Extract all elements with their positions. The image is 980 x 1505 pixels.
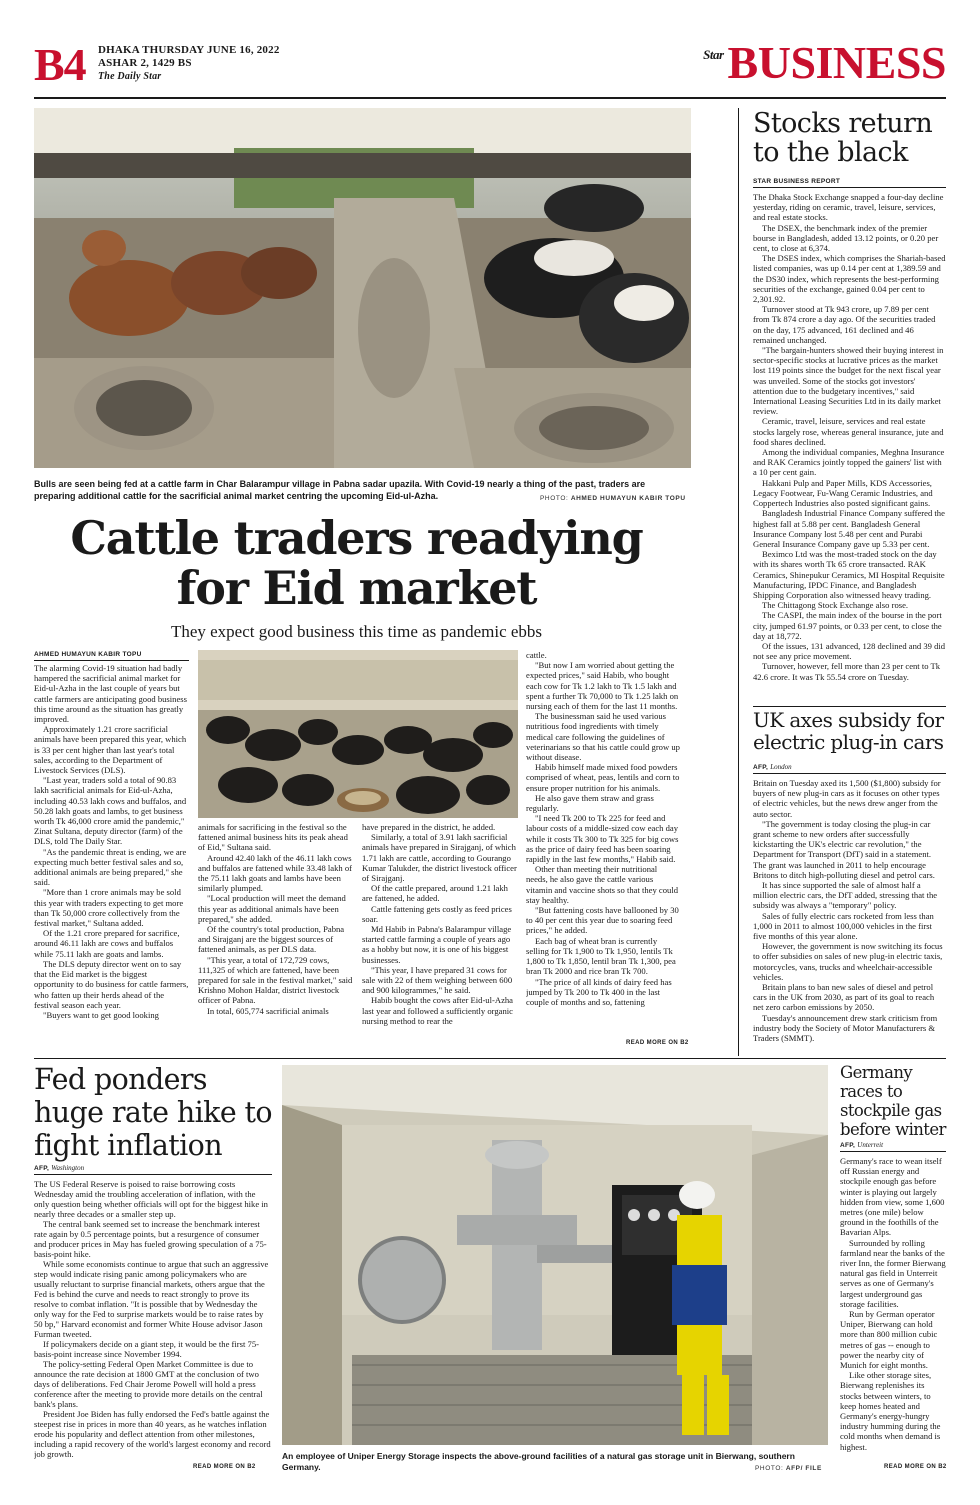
paragraph: Among the individual companies, Meghna Insurance and RAK Ceramics jointly topped the gainers' list with a 10 per cent gain. [753, 447, 945, 478]
paragraph: Like other storage sites, Bierwang replenishes its stocks between winters, to keep homes heated and Germany's energy-hungry industry humming during the cold months when demand is highest. [840, 1370, 941, 1452]
fed-headline: Fed ponders huge rate hike to fight inflation [34, 1063, 272, 1162]
germany-photo-caption: An employee of Uniper Energy Storage inspects the above-ground facilities of a natural gas storage unit in Bierwang, southern Germany. [282, 1451, 795, 1472]
germany-read-more-link[interactable]: READ MORE ON B2 [884, 1464, 947, 1470]
lead-column-2 [198, 822, 353, 1050]
paragraph: Run by German operator Uniper, Bierwang can hold more than 800 million cubic metres of gas -- enough to power the nearby city of Munich for eight months. [840, 1309, 938, 1371]
byline-rule [34, 660, 189, 661]
fed-byline-org: AFP, [34, 1165, 50, 1172]
paragraph: animals for sacrificing in the festival so the fattened animal business hits its peak ahead of Eid," Sultana said. [198, 822, 348, 853]
germany-byline-rule [840, 1151, 946, 1152]
paragraph: Of the country's total production, Pabna and Sirajganj are the biggest sources of fattened animals, as per DLS data. [198, 924, 345, 955]
paragraph: Turnover, however, fell more than 23 per cent to Tk 42.6 crore. It was Tk 55.54 crore on Tuesday. [753, 661, 941, 682]
paragraph: have prepared in the district, he added. [362, 822, 496, 832]
germany-credit-label: PHOTO: [755, 1465, 784, 1472]
fed-byline-rule [34, 1174, 272, 1175]
paragraph: Other than meeting their nutritional needs, he also gave the cattle various vitamin and vaccine shots so that they could stay healthy. [526, 864, 679, 905]
right-column-divider [738, 108, 739, 1056]
star-logo: Star [703, 47, 724, 62]
lead-column-3 [362, 822, 517, 1050]
paragraph: Ceramic, travel, leisure, services and real estate stocks largely rose, whereas general insurance, jute and food shares declined. [753, 416, 944, 447]
paragraph: Surrounded by rolling farmland near the banks of the river Inn, the former Bierwang natural gas field in Unterreit serves as one of Germany's largest underground gas storage facilities. [840, 1237, 946, 1309]
paragraph: Habib himself made mixed food powders comprised of wheat, peas, lentils and corn to ensure proper nutrition for his animals. [526, 762, 680, 793]
paragraph: The DSEX, the benchmark index of the premier bourse in Bangladesh, added 13.12 points, or 0.20 per cent, to close at 6,374. [753, 222, 939, 254]
paragraph: The Chittagong Stock Exchange also rose. [762, 600, 909, 611]
page-number: B4 [34, 39, 86, 90]
lead-headline [34, 513, 679, 613]
headline-line-1: Cattle traders readying [70, 511, 643, 565]
paragraph: Approximately 1.21 crore sacrificial animals have been prepared this year, which is 33 per cent higher than last year's total sales, according to the Department of Livestock Services (DLS). [34, 724, 187, 776]
paragraph: cattle. [526, 650, 547, 660]
paragraph: Similarly, a total of 3.91 lakh sacrificial animals have prepared in Sirajganj, of which 1.71 lakh are cattle, according to Gourango Kumar Talukder, the district livestock officer of Sirajganj. [362, 832, 517, 884]
lead-byline: AHMED HUMAYUN KABIR TOPU [34, 651, 142, 658]
paragraph: The central bank seemed set to increase the benchmark interest rate again by 0.5 percentage points, but a resurgence of consumer and producer prices in May has fueled growing speculation of a 75-basis-point hike. [34, 1219, 267, 1259]
lead-subhead: They expect good business this time as pandemic ebbs [170, 622, 543, 641]
credit-label: PHOTO: [540, 495, 569, 502]
paragraph: Britain on Tuesday axed its 1,500 ($1,800) subsidy for buyers of new plug-in cars as it focuses on other types of electric vehicles, but the news drew anger from the auto sector. [753, 778, 941, 819]
paragraph: "Local production will meet the demand this year as additional animals have been prepared," she added. [198, 893, 346, 924]
germany-byline [840, 1141, 883, 1149]
paragraph: Md Habib in Pabna's Balarampur village started cattle farming a couple of years ago as a hobby but now, it is one of his biggest businesses. [362, 924, 512, 965]
stocks-end-rule [753, 706, 946, 707]
paragraph: "More than 1 crore animals may be sold this year with traders expecting to get more than Tk 50,000 crore collectively from the festival market," Sultana added. [34, 887, 184, 929]
lead-photo [34, 108, 691, 468]
stocks-headline: Stocks return to the black [753, 108, 933, 169]
uk-body [753, 778, 946, 1056]
section-label: BUSINESS [727, 37, 946, 88]
section-title [703, 37, 946, 88]
paragraph: However, the government is now switching its focus to offer subsidies on sales of new plug-in electric taxis, motorcycles, vans, trucks and wheelchair-accessible vehicles. [753, 941, 943, 982]
lead-photo-credit [540, 495, 686, 502]
paragraph: While some economists continue to argue that such an aggressive step would indicate rising panic among policymakers who are usually reluctant to surprise financial markets, others argue that the Fed is behind the curve and needs to react strongly to prove its resolve to combat inflation. "It is possible that by Wednesday the only way for the Fed to surprise markets would be to raise rates by 50 bp," Harvard economist and former White House advisor Jason Furman tweeted. [34, 1259, 269, 1339]
paragraph: He also gave them straw and grass regularly. [526, 792, 654, 814]
paragraph: The policy-setting Federal Open Market Committee is due to announce the rate decision at 1800 GMT at the conclusion of two days of deliberations. Fed Chair Jerome Powell will hold a press conference after the meeting to provide more details on the central bank's plans. [34, 1359, 263, 1409]
paragraph: Around 42.40 lakh of the 46.11 lakh cows and buffalos are fattened while 33.48 lakh of the 75.11 lakh goats and lambs have been similarly plumped. [198, 852, 352, 894]
fed-byline-place: Washington [51, 1164, 85, 1172]
paragraph: "This year, a total of 172,729 cows, 111,325 of which are fattened, have been prepared for sale in the festival market," said Krishno Mohon Haldar, district livestock officer of Pabna. [198, 954, 353, 1006]
paragraph: The US Federal Reserve is poised to raise borrowing costs Wednesday amid the troubling acceleration of inflation, with the only question being whether officials will opt for the biggest hike in nearly three decades or a smaller step up. [34, 1179, 268, 1219]
paragraph: "I need Tk 200 to Tk 225 for feed and labour costs of a middle-sized cow each day while it costs Tk 300 to Tk 325 for big cows as the price of dairy feed has been soaring rapidly in the last few months," Habib said. [526, 813, 679, 865]
paragraph: Germany's race to wean itself off Russian energy and stockpile enough gas before winter is playing out largely hidden from view, some 1,600 metres (one mile) below ground in the foothills of the Bavarian Alps. [840, 1156, 945, 1238]
paragraph: "The price of all kinds of dairy feed has jumped by Tk 200 to Tk 400 in the last couple of months and so, fattening [526, 976, 672, 1007]
fed-body [34, 1179, 272, 1463]
paragraph: "As the pandemic threat is ending, we are expecting much better festival sales and so, additional animals are being prepared," she said. [34, 846, 187, 888]
paragraph: In total, 605,774 sacrificial animals [207, 1005, 329, 1016]
paragraph: Sales of fully electric cars rocketed from less than 1,000 in 2011 to almost 100,000 vehicles in the first five months of this year alone. [753, 910, 934, 942]
credit-name: AHMED HUMAYUN KABIR TOPU [570, 495, 686, 502]
bottom-section-rule [34, 1058, 946, 1059]
lead-photo-caption: Bulls are seen being fed at a cattle farm in Char Balarampur village in Pabna sadar upazila. With Covid-19 nearly a thing of the past, traders are preparing additional cattle for the sacrificial animal market centring the upcoming Eid-ul-Azha. [34, 479, 646, 501]
dateline-block [98, 44, 280, 83]
paragraph: The DSES index, which comprises the Shariah-based listed companies, was up 0.14 per cent at 1,389.59 and the DS30 index, which represents the best-performing securities of the exchange, gained 0.04 per cent to 2,301.92. [753, 253, 946, 305]
lead-read-more-link[interactable]: READ MORE ON B2 [626, 1040, 689, 1046]
paragraph: Habib bought the cows after Eid-ul-Azha last year and followed a sufficiently organic nursing method to rear the [362, 995, 513, 1026]
germany-photo [282, 1065, 828, 1445]
masthead-rule [34, 97, 946, 99]
paragraph: "But now I am worried about getting the expected prices," said Habib, who bought each cow for Tk 1.2 lakh to Tk 1.5 lakh and spent a further Tk 70,000 to Tk 1.25 lakh on nursing each of them for the last 11 months. [526, 660, 679, 712]
paragraph: Turnover stood at Tk 943 crore, up 7.89 per cent from Tk 874 crore a day ago. Of the securities traded on the day, 175 advanced, 161 declined and 46 remained unchanged. [753, 304, 936, 345]
uk-byline [753, 763, 792, 771]
headline-line-2: for Eid market [176, 561, 537, 615]
paragraph: Cattle fattening gets costly as feed prices soar. [362, 903, 512, 924]
germany-headline: Germany races to stockpile gas before winter [840, 1063, 946, 1139]
paragraph: Of the cattle prepared, around 1.21 lakh are fattened, he added. [362, 883, 508, 904]
paragraph: If policymakers decide on a giant step, it would be the first 75-basis-point increase since November 1994. [34, 1339, 259, 1359]
paragraph: Each bag of wheat bran is currently selling for Tk 1,900 to Tk 1,950, lentils Tk 1,800 to Tk 1,850, lentil bran Tk 1,300, pea bran Tk 2000 and rice bran Tk 700. [526, 935, 676, 977]
paragraph: Beximco Ltd was the most-traded stock on the day with its shares worth Tk 65 crore transacted. RAK Ceramics, Shinepukur Ceramics, MI Hospital Requisite Manufacturing, IPDC Finance, and Bangladesh Shipping Corporation also witnessed heavy trading. [753, 549, 945, 600]
paragraph: Of the issues, 131 advanced, 128 declined and 39 did not see any price movement. [753, 640, 946, 662]
germany-byline-org: AFP, [840, 1142, 856, 1149]
fed-byline [34, 1164, 84, 1172]
paragraph: The CASPI, the main index of the bourse in the port city, jumped 61.97 points, or 0.33 per cent, to close the day at 18,772. [753, 610, 942, 641]
bangla-date: ASHAR 2, 1429 BS [98, 57, 192, 69]
germany-credit-name: AFP/ FILE [785, 1465, 822, 1472]
paragraph: Britain plans to ban new sales of diesel and petrol cars in the UK from 2030, as part of its goal to reach net zero carbon emissions by 2050. [753, 982, 935, 1013]
lead-column-1 [34, 663, 189, 1050]
paragraph: Of the 1.21 crore prepared for sacrifice, around 46.11 lakh are cows and buffalos while 75.11 lakh are goats and lambs. [34, 928, 180, 959]
paragraph: The Dhaka Stock Exchange snapped a four-day decline yesterday, riding on ceramic, travel, leisure, services, and real estate stocks. [753, 192, 944, 223]
stocks-body [753, 192, 946, 700]
paragraph: "Last year, traders sold a total of 90.83 lakh sacrificial animals for Eid-ul-Azha, including 40.53 lakh cows and buffalos, and 50.28 lakh goats and lambs, to get business worth Tk 46,000 crore amid the pandemic," Zinat Sultana, deputy director (farm) of the DLS, told The Daily Star. [34, 775, 187, 847]
uk-byline-org: AFP, [753, 764, 769, 771]
germany-body [840, 1156, 946, 1462]
uk-byline-place: London [770, 763, 792, 771]
goats-photo [198, 650, 518, 818]
lead-column-4 [526, 650, 681, 1037]
stocks-byline-rule [753, 187, 946, 188]
paragraph: The businessman said he used various nutritious food ingredients with timely medical care following the guidelines of veterinarians so that his cattle could grow up without disease. [526, 711, 680, 763]
dateline: DHAKA THURSDAY JUNE 16, 2022 [98, 44, 280, 56]
paragraph: "Buyers want to get good looking [43, 1009, 159, 1020]
paragraph: Tuesday's announcement drew stark criticism from industry body the Society of Motor Manufacturers & Traders (SMMT). [753, 1012, 938, 1044]
germany-photo-credit [755, 1465, 822, 1472]
paragraph: The DLS deputy director went on to say that the Eid market is the biggest opportunity to do business for cattle farmers, who fatten up their herds ahead of the festival season each year. [34, 958, 189, 1010]
germany-byline-place: Unterreit [857, 1141, 884, 1149]
fed-read-more-link[interactable]: READ MORE ON B2 [193, 1464, 256, 1470]
paragraph: "This year, I have prepared 31 cows for sale with 22 of them weighing between 600 and 900 kilogrammes," he said. [362, 964, 513, 996]
paper-name: The Daily Star [98, 71, 162, 82]
paragraph: Bangladesh Industrial Finance Company suffered the highest fall at 5.88 per cent. Bangladesh General Insurance Company lost 5.48 per cent and Purabi General Insurance Company gave up 5.33 per cent. [753, 508, 945, 549]
stocks-byline: STAR BUSINESS REPORT [753, 178, 841, 185]
paragraph: "The government is today closing the plug-in car grant scheme to new orders after successfully kickstarting the UK's electric car revolution," the Department for Transport (DfT) said in a statement. The grant was launched in 2011 to help encourage Britons to ditch high-polluting diesel and petrol cars. [753, 818, 935, 880]
paragraph: It has since supported the sale of almost half a million electric cars, the DfT added, stressing that the subsidy was always a "temporary" policy. [753, 880, 938, 911]
uk-headline: UK axes subsidy for electric plug-in cars [753, 708, 944, 754]
paragraph: The alarming Covid-19 situation had badly hampered the sacrificial animal market for Eid-ul-Azha in the last couple of years but cattle farmers are anticipating good business this time around as the situation has greatly improved. [34, 663, 187, 725]
paragraph: "But fattening costs have ballooned by 30 to 40 per cent this year due to soaring feed prices," he added. [526, 905, 679, 936]
uk-byline-rule [753, 773, 946, 774]
paragraph: President Joe Biden has fully endorsed the Fed's battle against the steepest rise in prices in more than 40 years, as he watches inflation erode his popularity and deflect attention from other milestones, including a rapid recovery of the world's largest economy and record job growth. [34, 1409, 271, 1459]
paragraph: Hakkani Pulp and Paper Mills, KDS Accessories, Legacy Footwear, Fu-Wang Ceramic Industries, and Coppertech Industries also posted significant gains. [753, 477, 933, 509]
paragraph: "The bargain-hunters showed their buying interest in sector-specific stocks at lucrative prices as the market lost 119 points since the budget for the next fiscal year was unveiled. Some of the stocks got investors' attention due to the budgetary incentives," said International Leasing Securities Ltd in its daily market review. [753, 345, 944, 417]
